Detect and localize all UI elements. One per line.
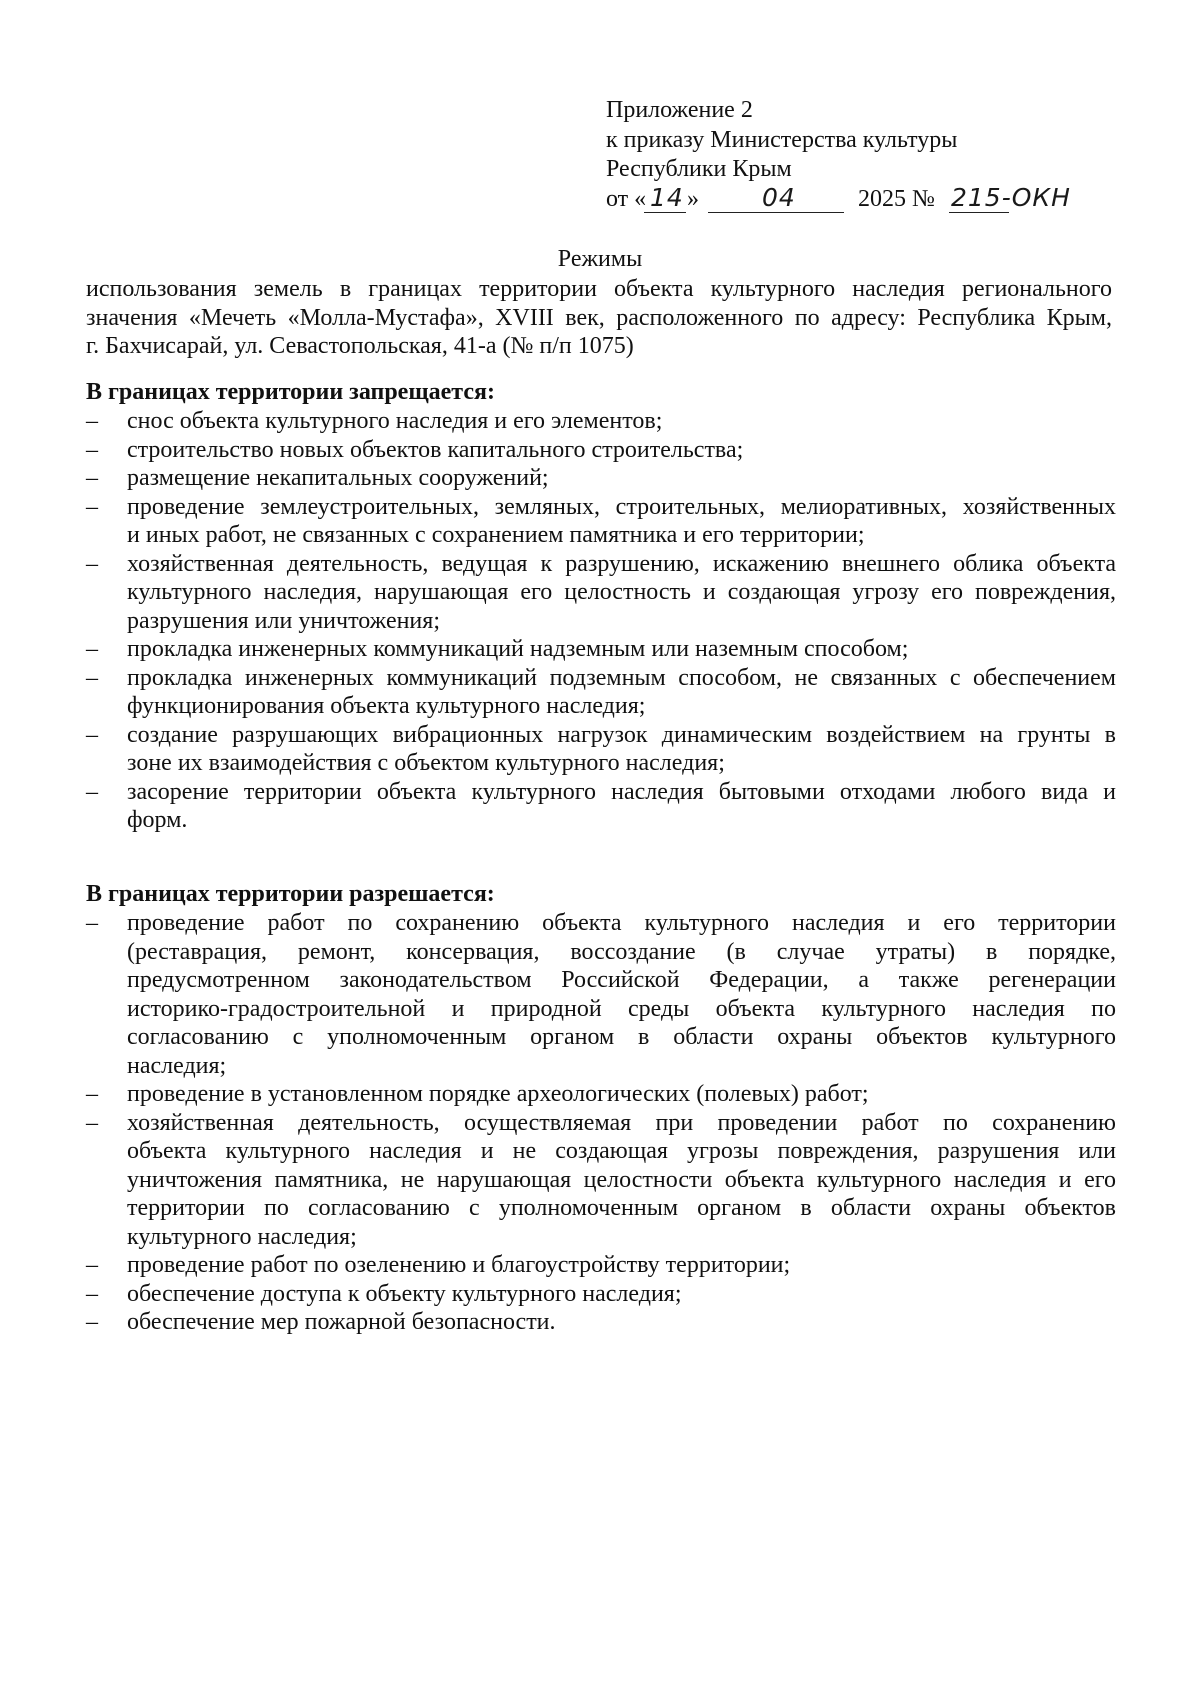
list-item-line: форм. — [127, 807, 188, 833]
list-item-line: размещение некапитальных сооружений; — [127, 465, 549, 491]
list-item-line: согласованию с уполномоченным органом в области охраны объектов культурного — [127, 1024, 1116, 1050]
list-item-line: создание разрушающих вибрационных нагрузок динамическим воздействием на грунты в — [127, 721, 1116, 748]
prohibited-list — [86, 407, 1116, 835]
list-item — [86, 1109, 1116, 1252]
list-item-line: разрушения или уничтожения; — [127, 607, 440, 634]
list-item-line: хозяйственная деятельность, ведущая к разрушению, искажению внешнего облика объекта — [127, 550, 1116, 577]
list-item-line: прокладка инженерных коммуникаций надземным или наземным способом; — [127, 636, 909, 662]
list-item — [86, 436, 1116, 465]
list-dash: – — [86, 1309, 98, 1335]
appendix-line: к приказу Министерства культуры — [606, 126, 958, 153]
list-dash: – — [86, 721, 98, 748]
list-dash: – — [86, 664, 98, 691]
list-item — [86, 1251, 1116, 1280]
list-dash: – — [86, 550, 98, 577]
order-year: 2025 № — [858, 185, 935, 212]
list-item-line: уничтожения памятника, не нарушающая целостности объекта культурного наследия и его — [127, 1166, 1116, 1193]
subtitle-line: использования земель в границах территории объекта культурного наследия регионального — [86, 276, 1112, 302]
list-item-line: функционирования объекта культурного наследия; — [127, 693, 646, 719]
appendix-line: Приложение 2 — [606, 97, 753, 123]
subtitle-line: значения «Мечеть «Молла-Мустафа», XVIII век, расположенного по адресу: Республика Крым, — [86, 304, 1112, 331]
list-item-line: культурного наследия, нарушающая его целостность и создающая угрозу его повреждения, — [127, 579, 1116, 605]
allowed-heading: В границах территории разрешается: — [86, 881, 495, 907]
day-close-quote: » — [687, 185, 699, 212]
list-dash: – — [86, 408, 98, 434]
list-item-line: проведение землеустроительных, земляных, строительных, мелиоративных, хозяйственных — [127, 493, 1116, 520]
list-dash: – — [86, 436, 98, 463]
list-item-line: хозяйственная деятельность, осуществляемая при проведении работ по сохранению — [127, 1109, 1116, 1136]
subtitle-line: г. Бахчисарай, ул. Севастопольская, 41-а (№ п/п 1075) — [86, 333, 634, 359]
list-item-line: строительство новых объектов капитального строительства; — [127, 436, 744, 463]
order-day-handwritten: 14 — [650, 182, 684, 212]
list-item-line: зоне их взаимодействия с объектом культурного наследия; — [127, 750, 725, 776]
list-item-line: обеспечение мер пожарной безопасности. — [127, 1309, 556, 1335]
list-item-line: проведение в установленном порядке археологических (полевых) работ; — [127, 1081, 869, 1107]
list-item-line: территории по согласованию с уполномоченным органом в области охраны объектов — [127, 1195, 1116, 1221]
list-item — [86, 635, 1116, 664]
list-item — [86, 1280, 1116, 1309]
number-underline — [949, 212, 1009, 213]
list-item — [86, 778, 1116, 835]
list-item-line: наследия; — [127, 1052, 227, 1079]
list-item-line: засорение территории объекта культурного наследия бытовыми отходами любого вида и — [127, 778, 1116, 805]
list-item-line: предусмотренном законодательством Российской Федерации, а также регенерации — [127, 967, 1116, 993]
prohibited-heading: В границах территории запрещается: — [86, 379, 495, 405]
list-item — [86, 407, 1116, 436]
document-title: Режимы — [557, 246, 643, 272]
list-item-line: обеспечение доступа к объекту культурного наследия; — [127, 1280, 682, 1307]
list-item-line: историко-градостроительной и природной среды объекта культурного наследия по — [127, 995, 1116, 1022]
appendix-header — [606, 96, 1126, 215]
list-dash: – — [86, 1081, 98, 1107]
list-item-line: культурного наследия; — [127, 1223, 357, 1250]
list-item-line: объекта культурного наследия и не создающая угрозы повреждения, разрушения или — [127, 1138, 1116, 1164]
document-subtitle — [86, 275, 1112, 361]
list-item — [86, 909, 1116, 1080]
date-prefix: от « — [606, 185, 647, 212]
list-item — [86, 464, 1116, 493]
list-item-line: прокладка инженерных коммуникаций подземным способом, не связанных с обеспечением — [127, 664, 1116, 691]
list-dash: – — [86, 1280, 98, 1307]
list-dash: – — [86, 1252, 98, 1278]
month-underline — [708, 212, 844, 213]
list-item — [86, 721, 1116, 778]
list-item — [86, 1080, 1116, 1109]
day-underline — [644, 212, 686, 213]
list-item-line: и иных работ, не связанных с сохранением памятника и его территории; — [127, 522, 865, 548]
list-dash: – — [86, 1109, 98, 1136]
list-dash: – — [86, 778, 98, 805]
appendix-line: Республики Крым — [606, 156, 792, 182]
order-month-handwritten: 04 — [762, 182, 796, 212]
list-item — [86, 1308, 1116, 1337]
list-dash: – — [86, 465, 98, 491]
list-item — [86, 550, 1116, 636]
list-item-line: проведение работ по озеленению и благоустройству территории; — [127, 1252, 791, 1278]
list-item — [86, 493, 1116, 550]
list-dash: – — [86, 910, 98, 936]
order-number-handwritten: 215-ОКН — [951, 182, 1071, 212]
list-item-line: (реставрация, ремонт, консервация, воссоздание (в случае утраты) в порядке, — [127, 938, 1116, 965]
list-item-line: снос объекта культурного наследия и его элементов; — [127, 408, 663, 434]
allowed-list — [86, 909, 1116, 1337]
list-dash: – — [86, 493, 98, 520]
list-dash: – — [86, 636, 98, 662]
list-item — [86, 664, 1116, 721]
list-item-line: проведение работ по сохранению объекта культурного наследия и его территории — [127, 910, 1116, 936]
order-date-line — [606, 182, 1126, 215]
